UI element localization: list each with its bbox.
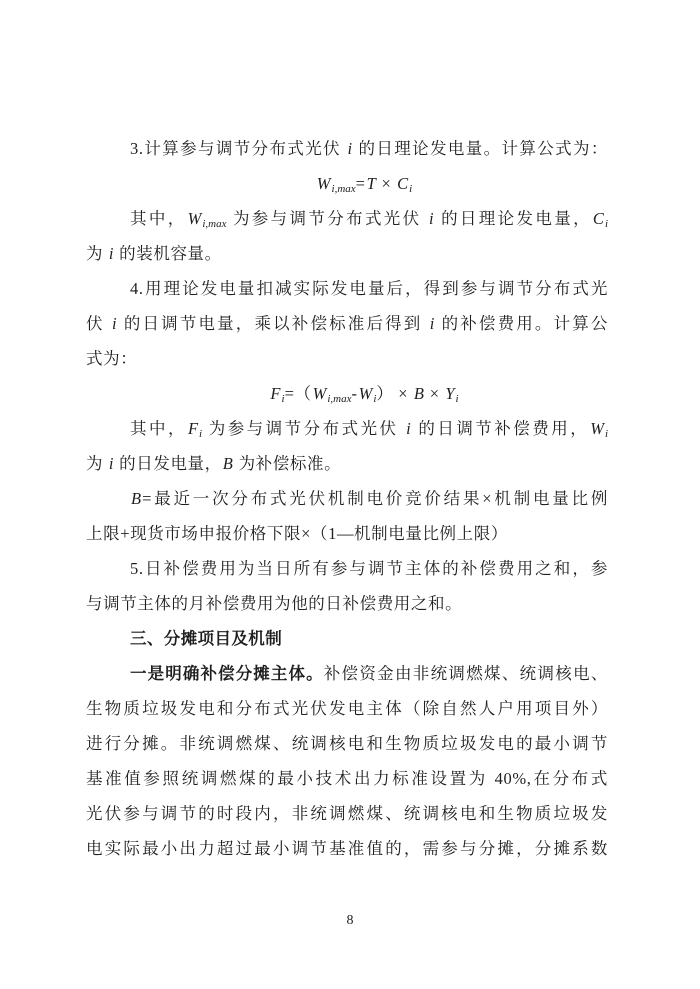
text-run: 为参与调节分布式光伏 [226, 209, 428, 228]
text-run: = [355, 174, 366, 193]
math-subscript: i [604, 428, 608, 440]
para-apportion-line-3 [86, 726, 608, 761]
para-apportion-line-1 [86, 656, 608, 691]
math-subscript: i [409, 183, 413, 195]
text-run: =（ [284, 384, 312, 403]
math-subscript: i,max [202, 218, 227, 230]
text-run: 4.用理论发电量扣减实际发电量后，得到参与调节分布式光 [130, 279, 608, 298]
para-apportion-line-5 [86, 796, 608, 831]
text-run: ） × [376, 384, 413, 403]
math-variable: i [429, 209, 434, 228]
text-run: 其中， [130, 419, 187, 438]
bold-text: 三、分摊项目及机制 [130, 630, 283, 648]
text-run: × [424, 384, 445, 403]
text-run: 的日理论发电量， [434, 209, 592, 228]
para-apportion-line-4 [86, 761, 608, 796]
text-run: 其中， [130, 209, 187, 228]
math-variable: B [222, 454, 233, 473]
math-subscript: i [281, 393, 285, 405]
math-variable: W [312, 384, 327, 403]
math-variable: i [429, 314, 435, 333]
text-run: 与调节主体的月补偿费用为他的日补偿费用之和。 [86, 594, 463, 613]
math-variable: C [592, 209, 604, 228]
text-run: 的日发电量， [114, 454, 222, 473]
text-run: 的日调节补偿费用， [411, 419, 590, 438]
formula-daily-compensation-fee [86, 376, 608, 411]
para-b-definition-line-2 [86, 516, 608, 551]
text-run: =最近一次分布式光伏机制电价竞价结果×机制电量比例 [142, 489, 608, 508]
para-4-line-1 [86, 271, 608, 306]
text-run: 为 [86, 244, 108, 263]
bold-text: 一是明确补偿分摊主体。 [130, 665, 324, 683]
formula-daily-theoretical-generation [86, 166, 608, 201]
para-apportion-line-2 [86, 691, 608, 726]
para-5-line-1 [86, 551, 608, 586]
text-run: 上限+现货市场申报价格下限×（1—机制电量比例上限） [86, 524, 508, 543]
para-3-explain-line-2 [86, 236, 608, 271]
section-heading [86, 621, 608, 656]
math-variable: i [111, 314, 117, 333]
math-subscript: i,max [327, 393, 352, 405]
math-variable: i [108, 454, 114, 473]
math-subscript: i,max [331, 183, 356, 195]
math-subscript: i [455, 393, 459, 405]
text-run: 为参与调节分布式光伏 [202, 419, 406, 438]
math-variable: i [406, 419, 411, 438]
math-variable: B [413, 384, 424, 403]
page-body [86, 131, 608, 866]
para-b-definition-line-1 [86, 481, 608, 516]
para-4-explain-line-2 [86, 446, 608, 481]
text-run: 电实际最小出力超过最小调节基准值的，需参与分摊，分摊系数 [86, 839, 608, 858]
math-variable: C [397, 174, 409, 193]
math-variable: W [590, 419, 604, 438]
math-variable: W [358, 384, 373, 403]
math-variable: F [270, 384, 281, 403]
page-number: 8 [346, 913, 354, 928]
text-run: 进行分摊。非统调燃煤、统调核电和生物质垃圾发电的最小调节 [86, 734, 608, 753]
para-4-explain-line-1 [86, 411, 608, 446]
text-run: 的装机容量。 [114, 244, 222, 263]
para-4-line-3 [86, 341, 608, 376]
text-run: 生物质垃圾发电和分布式光伏发电主体（除自然人户用项目外） [86, 699, 608, 718]
text-run: 伏 [86, 314, 111, 333]
para-apportion-line-6 [86, 831, 608, 866]
math-subscript: i [373, 393, 377, 405]
para-3-line-1 [86, 131, 608, 166]
text-run: 的日理论发电量。计算公式为： [353, 139, 608, 158]
text-run: 3.计算参与调节分布式光伏 [130, 139, 347, 158]
text-run: × [376, 174, 397, 193]
math-variable: T [366, 174, 376, 193]
text-run: 光伏参与调节的时段内，非统调燃煤、统调核电和生物质垃圾发 [86, 804, 608, 823]
math-variable: W [187, 209, 202, 228]
para-4-line-2 [86, 306, 608, 341]
math-variable: F [187, 419, 199, 438]
text-run: 基准值参照统调燃煤的最小技术出力标准设置为 40%,在分布式 [86, 769, 608, 788]
text-run: 为补偿标准。 [233, 454, 342, 473]
math-variable: i [108, 244, 114, 263]
text-run: 的日调节电量，乘以补偿标准后得到 [117, 314, 429, 333]
math-variable: B [131, 489, 142, 508]
text-run: - [351, 384, 358, 403]
text-run: 补偿资金由非统调燃煤、统调核电、 [323, 664, 608, 683]
text-run: 为 [86, 454, 108, 473]
math-subscript: i [604, 218, 608, 230]
para-3-explain-line-1 [86, 201, 608, 236]
text-run: 5.日补偿费用为当日所有参与调节主体的补偿费用之和，参 [130, 559, 608, 578]
text-run: 式为： [86, 349, 138, 368]
math-subscript: i [199, 428, 203, 440]
text-run: 的补偿费用。计算公 [435, 314, 608, 333]
math-variable: Y [445, 384, 455, 403]
para-5-line-2 [86, 586, 608, 621]
math-variable: W [316, 174, 331, 193]
math-variable: i [347, 139, 353, 158]
